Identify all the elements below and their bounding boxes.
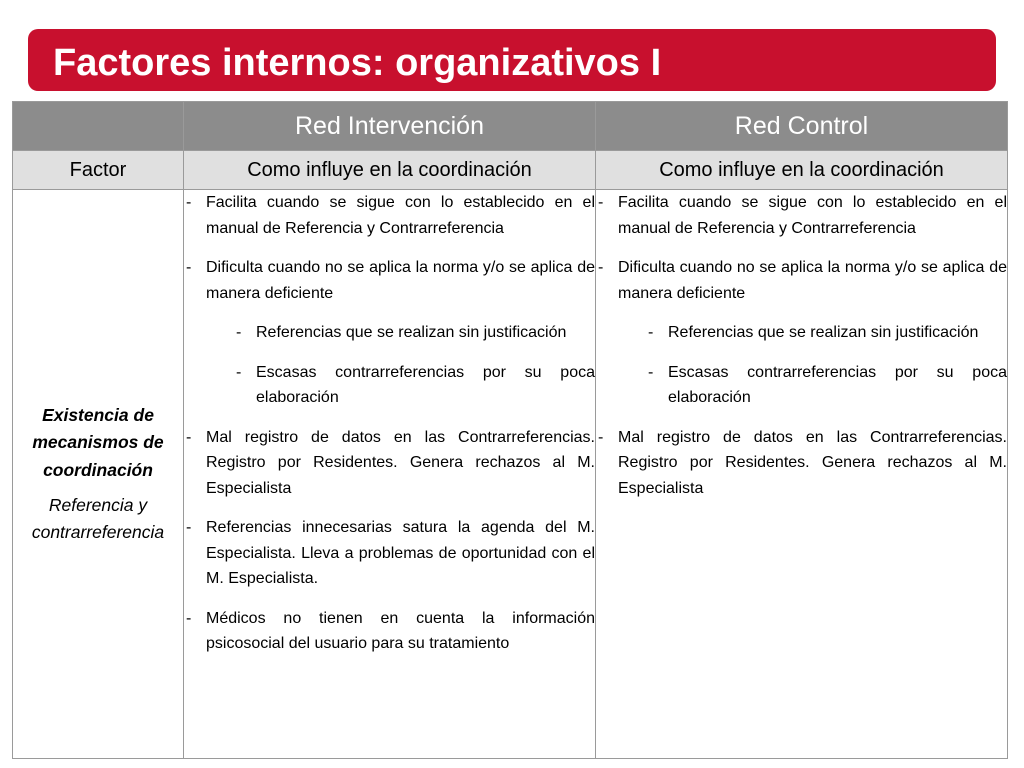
- list-item: [184, 320, 595, 346]
- header-influence-intervencion: Como influye en la coordinación: [184, 151, 596, 190]
- factor-subtitle: Referencia y contrarreferencia: [31, 495, 165, 543]
- header-factor: Factor: [13, 151, 184, 190]
- bullet-dash: -: [236, 324, 242, 341]
- bullet-dash: -: [598, 428, 604, 446]
- header-influence-control: Como influye en la coordinación: [596, 151, 1008, 190]
- list-item-text: Dificulta cuando no se aplica la norma y/o se aplica de manera deficiente: [206, 259, 595, 302]
- list-item-text: Facilita cuando se sigue con lo establecido en el manual de Referencia y Contrarreferencia: [618, 194, 1007, 237]
- list-item-text: Referencias que se realizan sin justificación: [668, 324, 979, 341]
- factor-cell: [13, 190, 184, 759]
- list-item-text: Mal registro de datos en las Contrarreferencias. Registro por Residentes. Genera rechazos al M. Especialista: [206, 428, 595, 497]
- comparison-table: [12, 101, 1008, 759]
- list-item-text: Médicos no tienen en cuenta la información psicosocial del usuario para su tratamiento: [206, 609, 595, 652]
- header-row-columns: [13, 151, 1008, 190]
- list-item: [184, 515, 595, 592]
- list-item: [184, 606, 595, 657]
- bullet-dash: -: [186, 428, 192, 446]
- list-item: [596, 425, 1007, 502]
- header-empty-cell: [13, 102, 184, 151]
- control-list: [596, 190, 1007, 501]
- header-red-control: Red Control: [596, 102, 1008, 151]
- list-item-text: Escasas contrarreferencias por su poca elaboración: [668, 363, 1007, 406]
- list-item-text: Mal registro de datos en las Contrarreferencias. Registro por Residentes. Genera rechazos al M. Especialista: [618, 428, 1007, 497]
- bullet-dash: -: [598, 194, 604, 211]
- bullet-dash: -: [648, 363, 654, 381]
- list-item-text: Referencias que se realizan sin justificación: [256, 324, 567, 341]
- intervencion-list: [184, 190, 595, 657]
- header-red-intervencion: Red Intervención: [184, 102, 596, 151]
- list-item-text: Referencias innecesarias satura la agenda del M. Especialista. Lleva a problemas de oportunidad con el M. Especialista.: [206, 519, 595, 587]
- list-item: [184, 425, 595, 502]
- bullet-dash: -: [648, 324, 654, 341]
- list-item: [596, 255, 1007, 306]
- bullet-dash: -: [186, 519, 192, 536]
- header-row-networks: [13, 102, 1008, 151]
- bullet-dash: -: [186, 259, 192, 276]
- bullet-dash: -: [186, 609, 192, 627]
- slide-title: Factores internos: organizativos I: [28, 29, 996, 91]
- intervencion-cell: [184, 190, 596, 759]
- list-item-text: Dificulta cuando no se aplica la norma y/o se aplica de manera deficiente: [618, 259, 1007, 302]
- list-item: [596, 360, 1007, 411]
- factor-name: Existencia de mecanismos de coordinación: [32, 404, 164, 480]
- bullet-dash: -: [186, 194, 192, 211]
- list-item-text: Facilita cuando se sigue con lo establecido en el manual de Referencia y Contrarreferencia: [206, 194, 595, 237]
- factor-row: [13, 190, 1008, 759]
- list-item-text: Escasas contrarreferencias por su poca elaboración: [256, 363, 595, 406]
- list-item: [596, 190, 1007, 241]
- list-item: [184, 190, 595, 241]
- list-item: [596, 320, 1007, 346]
- bullet-dash: -: [598, 259, 604, 276]
- list-item: [184, 360, 595, 411]
- bullet-dash: -: [236, 363, 242, 381]
- control-cell: [596, 190, 1008, 759]
- list-item: [184, 255, 595, 306]
